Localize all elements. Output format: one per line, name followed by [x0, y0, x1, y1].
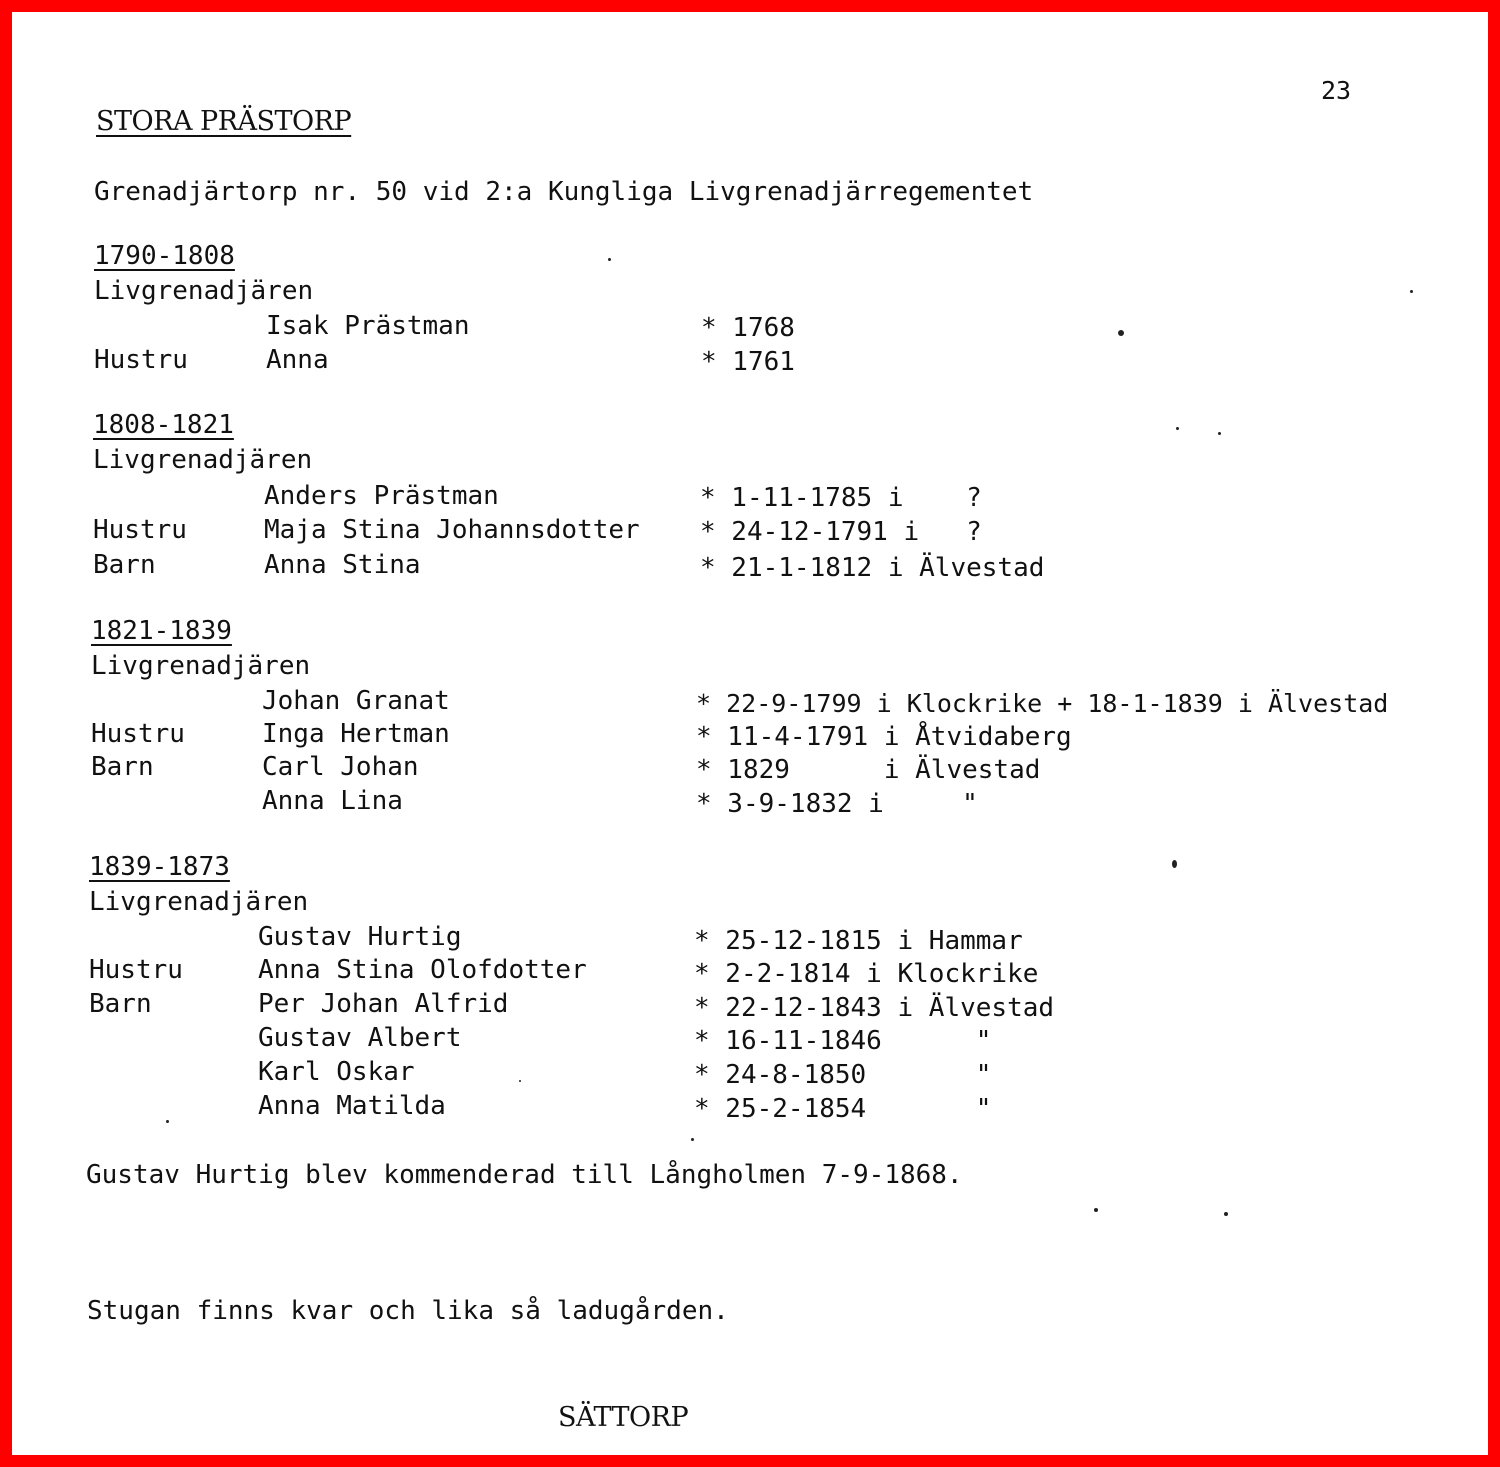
relation-cell: Hustru	[94, 345, 188, 375]
birth-cell: * 25-12-1815 i Hammar	[694, 926, 1023, 956]
note-text: Stugan finns kvar och lika så ladugården.	[87, 1296, 729, 1326]
next-section-heading: SÄTTORP	[558, 1402, 689, 1433]
period-years: 1839-1873	[89, 852, 230, 882]
name-cell: Anna	[266, 345, 329, 375]
document-page	[12, 12, 1488, 1455]
name-cell: Anna Lina	[262, 786, 403, 816]
name-cell: Anders Prästman	[264, 481, 499, 511]
period-years: 1790-1808	[94, 241, 235, 271]
period-role: Livgrenadjären	[94, 276, 314, 306]
birth-cell: * 3-9-1832 i "	[696, 789, 978, 819]
relation-cell: Hustru	[93, 515, 187, 545]
relation-cell: Hustru	[91, 719, 185, 749]
period-years: 1821-1839	[91, 616, 232, 646]
name-cell: Per Johan Alfrid	[258, 989, 509, 1019]
scan-speck	[608, 258, 611, 261]
birth-cell: * 22-12-1843 i Älvestad	[694, 993, 1055, 1023]
birth-cell: * 1768	[701, 313, 795, 343]
birth-cell: * 22-9-1799 i Klockrike + 18-1-1839 i Älvestad	[696, 689, 1389, 718]
birth-cell: * 21-1-1812 i Älvestad	[700, 553, 1045, 583]
relation-cell: Hustru	[89, 955, 183, 985]
scan-speck	[1218, 432, 1221, 435]
name-cell: Gustav Albert	[258, 1023, 462, 1053]
page-number: 23	[1321, 76, 1352, 105]
scan-speck	[691, 1138, 694, 1141]
scan-speck	[1118, 330, 1124, 336]
period-role: Livgrenadjären	[89, 887, 309, 917]
birth-cell: * 25-2-1854 "	[694, 1094, 992, 1124]
scan-speck	[1224, 1212, 1228, 1216]
name-cell: Anna Stina Olofdotter	[258, 955, 587, 985]
name-cell: Maja Stina Johannsdotter	[264, 515, 640, 545]
scan-speck	[1176, 427, 1179, 430]
scan-speck	[519, 1080, 521, 1082]
birth-cell: * 1-11-1785 i ?	[700, 483, 982, 513]
period-years: 1808-1821	[93, 410, 234, 440]
name-cell: Inga Hertman	[262, 719, 450, 749]
birth-cell: * 2-2-1814 i Klockrike	[694, 959, 1039, 989]
birth-cell: * 1829 i Älvestad	[696, 755, 1041, 785]
name-cell: Anna Stina	[264, 550, 421, 580]
birth-cell: * 11-4-1791 i Åtvidaberg	[696, 722, 1072, 752]
scan-speck	[1410, 290, 1413, 293]
period-role: Livgrenadjären	[91, 651, 311, 681]
scan-speck	[166, 1120, 169, 1123]
page-subtitle: Grenadjärtorp nr. 50 vid 2:a Kungliga Livgrenadjärregementet	[94, 177, 1034, 207]
page-title: STORA PRÄSTORP	[96, 106, 352, 137]
name-cell: Gustav Hurtig	[258, 922, 462, 952]
relation-cell: Barn	[93, 550, 156, 580]
scan-speck	[1094, 1208, 1098, 1212]
scan-speck	[1172, 860, 1177, 868]
name-cell: Karl Oskar	[258, 1057, 415, 1087]
name-cell: Carl Johan	[262, 752, 419, 782]
birth-cell: * 1761	[701, 347, 795, 377]
name-cell: Anna Matilda	[258, 1091, 446, 1121]
relation-cell: Barn	[91, 752, 154, 782]
page-frame	[12, 12, 1488, 1455]
name-cell: Johan Granat	[262, 686, 450, 716]
relation-cell: Barn	[89, 989, 152, 1019]
birth-cell: * 24-12-1791 i ?	[700, 517, 982, 547]
name-cell: Isak Prästman	[266, 311, 470, 341]
birth-cell: * 16-11-1846 "	[694, 1026, 992, 1056]
period-role: Livgrenadjären	[93, 445, 313, 475]
note-text: Gustav Hurtig blev kommenderad till Långholmen 7-9-1868.	[86, 1160, 963, 1190]
birth-cell: * 24-8-1850 "	[694, 1060, 992, 1090]
